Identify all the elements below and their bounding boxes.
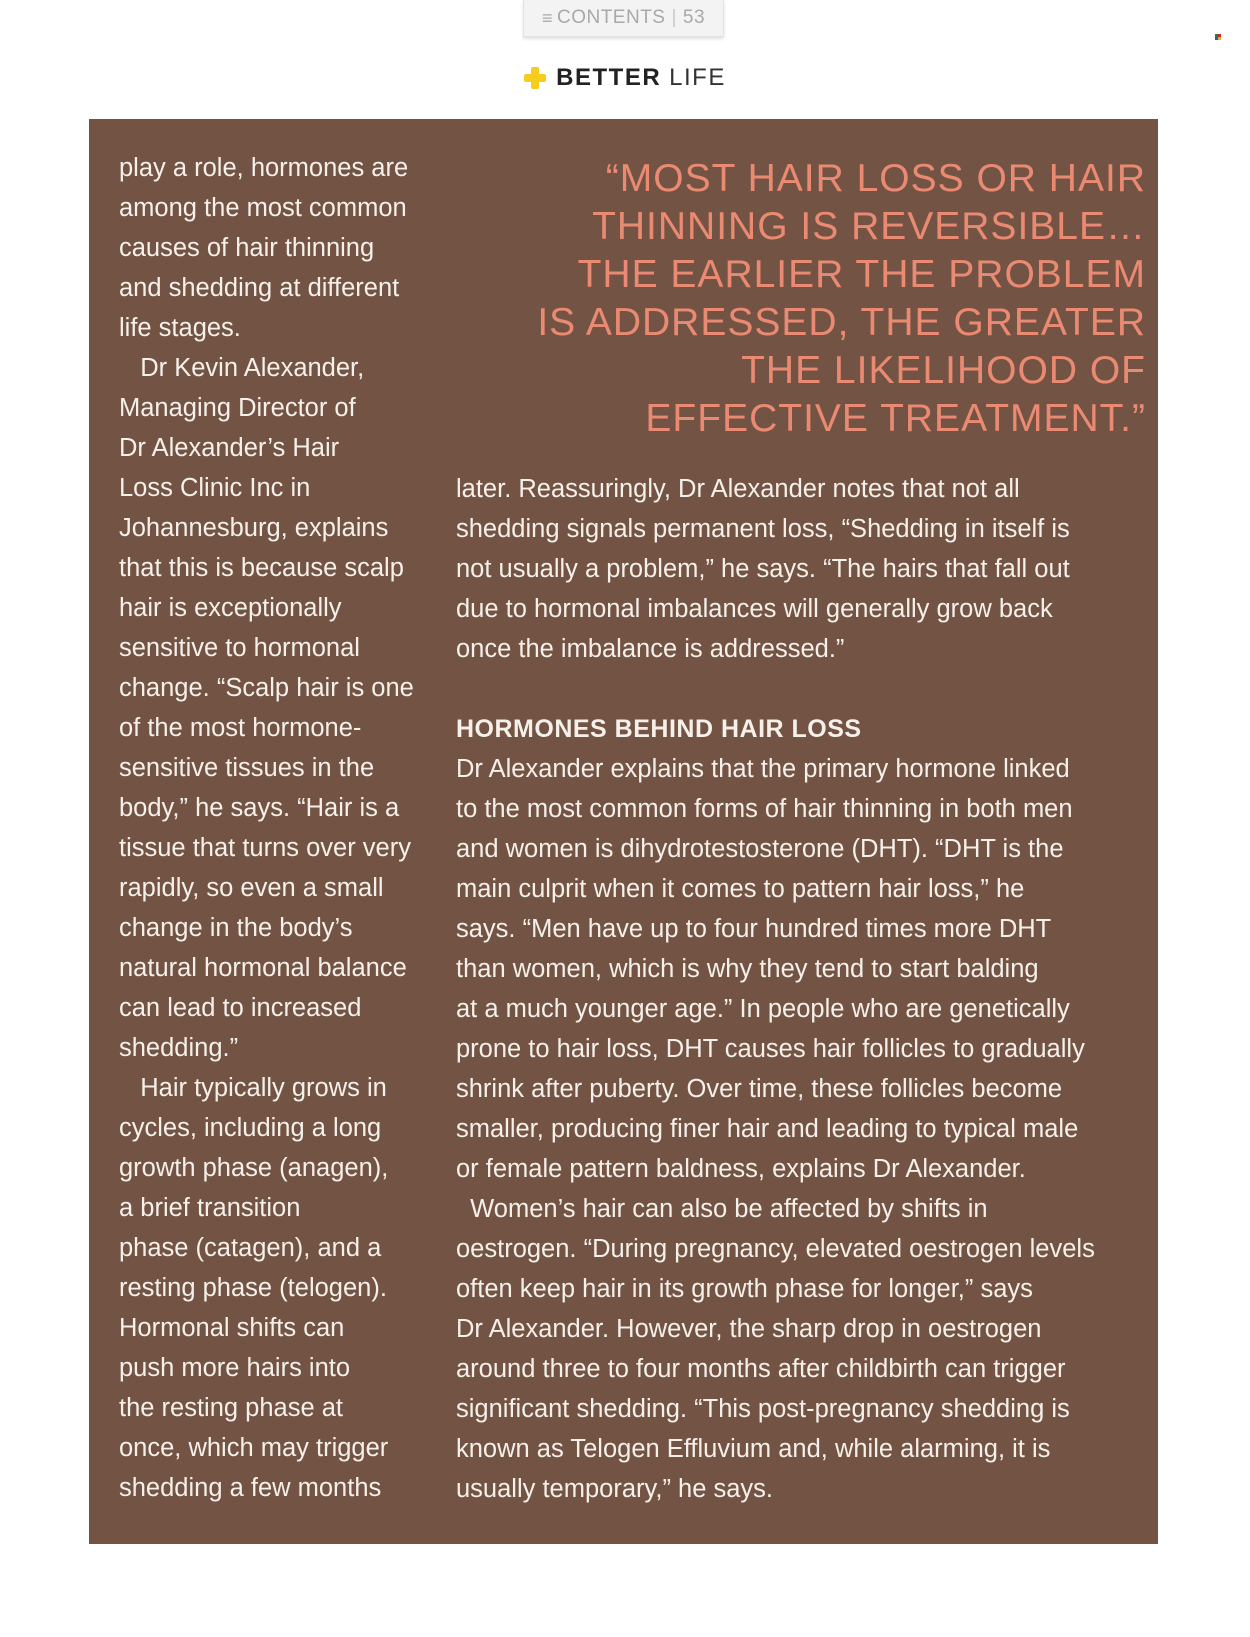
text-line: often keep hair in its growth phase for longer,” says bbox=[456, 1275, 1033, 1303]
text-line: at a much younger age.” In people who are genetically bbox=[456, 995, 1070, 1023]
text-line: life stages. bbox=[119, 314, 241, 342]
section-heading-light: LIFE bbox=[669, 64, 726, 91]
text-line: and shedding at different bbox=[119, 274, 400, 302]
text-line: sensitive to hormonal bbox=[119, 634, 360, 662]
text-line: Dr Alexander explains that the primary hormone linked bbox=[456, 755, 1070, 783]
pull-quote-line: THE LIKELIHOOD OF bbox=[741, 349, 1146, 392]
text-line: play a role, hormones are bbox=[119, 154, 409, 182]
text-line: causes of hair thinning bbox=[119, 234, 375, 262]
text-line: growth phase (anagen), bbox=[119, 1154, 389, 1182]
text-line: Women’s hair can also be affected by shifts in bbox=[456, 1195, 988, 1223]
text-line: or female pattern baldness, explains Dr Alexander. bbox=[456, 1155, 1026, 1183]
text-line: oestrogen. “During pregnancy, elevated oestrogen levels bbox=[456, 1235, 1095, 1263]
page-number: 53 bbox=[682, 7, 706, 28]
text-line: push more hairs into bbox=[119, 1354, 351, 1382]
text-line: significant shedding. “This post-pregnancy shedding is bbox=[456, 1395, 1070, 1423]
text-line: known as Telogen Effluvium and, while alarming, it is bbox=[456, 1435, 1051, 1463]
section-subheading: HORMONES BEHIND HAIR LOSS bbox=[456, 715, 862, 743]
pull-quote bbox=[509, 155, 1146, 443]
text-line: change. “Scalp hair is one bbox=[119, 674, 414, 702]
text-line: cycles, including a long bbox=[119, 1114, 382, 1142]
text-line: prone to hair loss, DHT causes hair follicles to gradually bbox=[456, 1035, 1085, 1063]
pull-quote-line: THE EARLIER THE PROBLEM bbox=[577, 253, 1146, 296]
article-panel bbox=[89, 119, 1158, 1544]
text-line: once, which may trigger bbox=[119, 1434, 389, 1462]
pull-quote-line: THINNING IS REVERSIBLE… bbox=[592, 205, 1146, 248]
hamburger-icon: ≡ bbox=[541, 7, 553, 28]
text-line: Dr Kevin Alexander, bbox=[119, 354, 365, 382]
text-line: Managing Director of bbox=[119, 394, 356, 422]
section-heading-bold: BETTER bbox=[556, 64, 662, 91]
pull-quote-line: “MOST HAIR LOSS OR HAIR bbox=[605, 157, 1146, 200]
text-line: change in the body’s bbox=[119, 914, 353, 942]
text-line: Dr Alexander. However, the sharp drop in oestrogen bbox=[456, 1315, 1042, 1343]
text-line: Johannesburg, explains bbox=[119, 514, 389, 542]
text-line: Hormonal shifts can bbox=[119, 1314, 345, 1342]
pull-quote-line: EFFECTIVE TREATMENT.” bbox=[645, 397, 1146, 440]
text-line: due to hormonal imbalances will generally grow back bbox=[456, 595, 1053, 623]
text-line: of the most hormone- bbox=[119, 714, 362, 742]
text-line: a brief transition bbox=[119, 1194, 301, 1222]
text-line: Hair typically grows in bbox=[119, 1074, 387, 1102]
text-line: tissue that turns over very bbox=[119, 834, 411, 862]
text-line: shedding.” bbox=[119, 1034, 239, 1062]
text-line: Dr Alexander’s Hair bbox=[119, 434, 340, 462]
text-line: among the most common bbox=[119, 194, 407, 222]
text-line: the resting phase at bbox=[119, 1394, 343, 1422]
text-line: can lead to increased bbox=[119, 994, 362, 1022]
text-line: to the most common forms of hair thinning in both men bbox=[456, 795, 1073, 823]
text-line: body,” he says. “Hair is a bbox=[119, 794, 400, 822]
text-line: shrink after puberty. Over time, these follicles become bbox=[456, 1075, 1063, 1103]
text-line: hair is exceptionally bbox=[119, 594, 342, 622]
text-line: once the imbalance is addressed.” bbox=[456, 635, 845, 663]
text-line: rapidly, so even a small bbox=[119, 874, 384, 902]
text-line: around three to four months after childbirth can trigger bbox=[456, 1355, 1066, 1383]
contents-label: CONTENTS bbox=[556, 7, 666, 28]
pull-quote-line: IS ADDRESSED, THE GREATER bbox=[537, 301, 1146, 344]
text-line: main culprit when it comes to pattern hair loss,” he bbox=[456, 875, 1025, 903]
contents-nav-button[interactable] bbox=[523, 0, 724, 37]
text-line: sensitive tissues in the bbox=[119, 754, 375, 782]
text-line: natural hormonal balance bbox=[119, 954, 407, 982]
text-line: smaller, producing finer hair and leading to typical male bbox=[456, 1115, 1079, 1143]
text-line: shedding signals permanent loss, “Shedding in itself is bbox=[456, 515, 1070, 543]
section-heading bbox=[0, 63, 1250, 93]
text-line: says. “Men have up to four hundred times more DHT bbox=[456, 915, 1052, 943]
text-line: shedding a few months bbox=[119, 1474, 382, 1502]
text-line: usually temporary,” he says. bbox=[456, 1475, 773, 1503]
text-line: Loss Clinic Inc in bbox=[119, 474, 311, 502]
text-line: phase (catagen), and a bbox=[119, 1234, 382, 1262]
text-line: and women is dihydrotestosterone (DHT). “DHT is the bbox=[456, 835, 1064, 863]
text-line: than women, which is why they tend to start balding bbox=[456, 955, 1039, 983]
text-line: that this is because scalp bbox=[119, 554, 404, 582]
text-line: resting phase (telogen). bbox=[119, 1274, 387, 1302]
plus-icon bbox=[524, 67, 546, 89]
text-line: later. Reassuringly, Dr Alexander notes that not all bbox=[456, 475, 1020, 503]
nav-separator: | bbox=[671, 7, 677, 28]
color-mark-icon bbox=[1215, 34, 1221, 40]
text-line: not usually a problem,” he says. “The hairs that fall out bbox=[456, 555, 1070, 583]
